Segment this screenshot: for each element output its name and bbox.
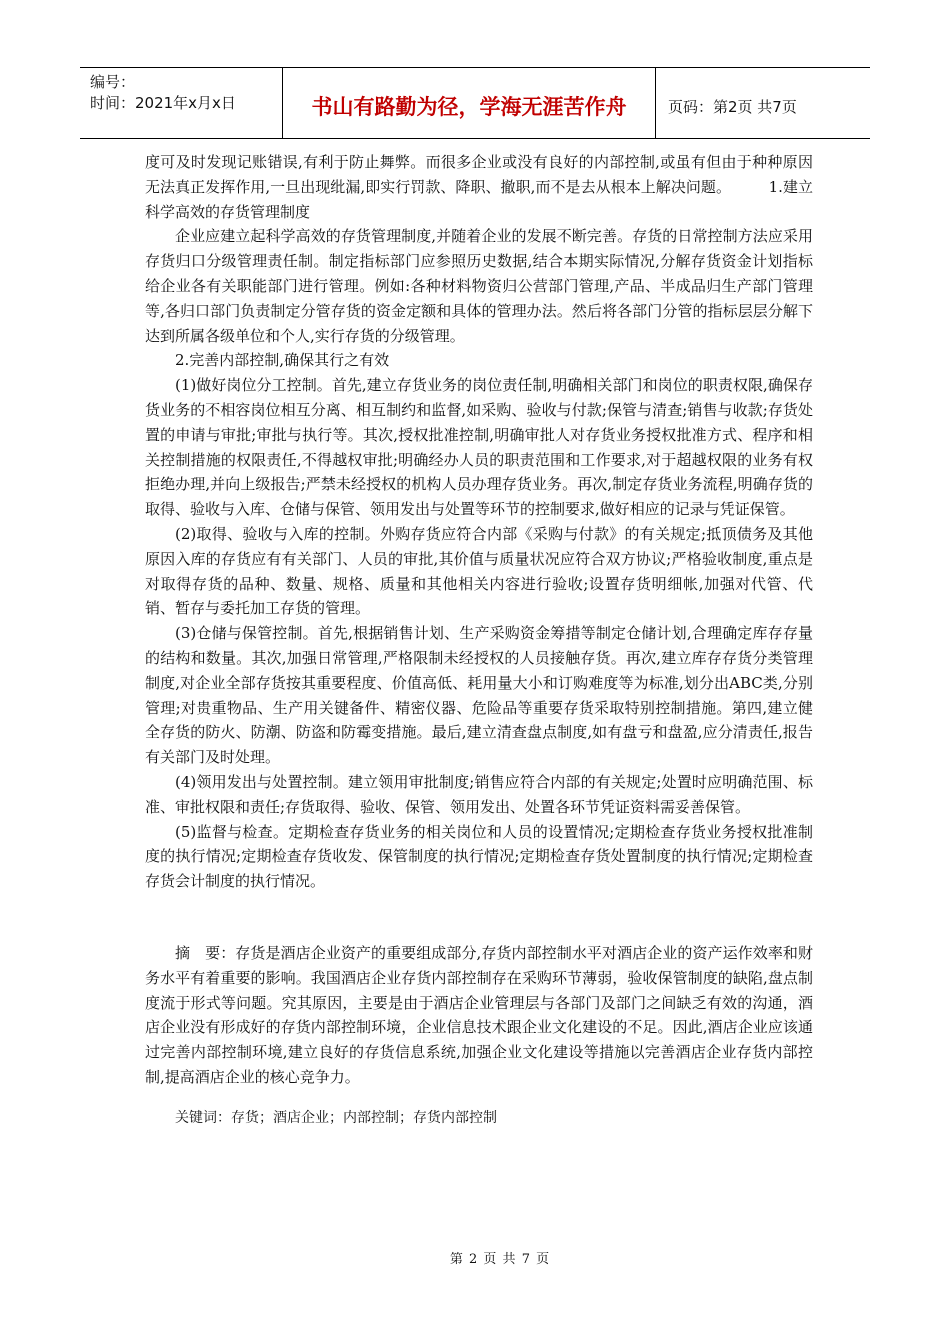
section-heading: 2.完善内部控制,确保其行之有效 (175, 351, 390, 370)
paragraph: 度可及时发现记账错误,有利于防止舞弊。而很多企业或没有良好的内部控制,或虽有但由于种种原因无法真正发挥作用,一旦出现纰漏,即实行罚款、降职、撤职,而不是去从根本上解决问题。 1.建立科学高效的存货管理制度 (145, 153, 813, 221)
paragraph: (5)监督与检查。定期检查存货业务的相关岗位和人员的设置情况;定期检查存货业务授权批准制度的执行情况;定期检查存货收发、保管制度的执行情况;定期检查存货处置制度的执行情况;定期检查存货会计制度的执行情况。 (145, 822, 813, 891)
paragraph: (4)领用发出与处置控制。建立领用审批制度;销售应符合内部的有关规定;处置时应明确范围、标准、审批权限和责任;存货取得、验收、保管、领用发出、处置各环节凭证资料需妥善保管。 (145, 772, 813, 816)
paragraph: (2)取得、验收与入库的控制。外购存货应符合内部《采购与付款》的有关规定;抵顶债务及其他原因入库的存货应有有关部门、人员的审批,其价值与质量状况应符合双方协议;严格验收制度,重点是对取得存货的品种、数量、规格、质量和其他相关内容进行验收;设置存货明细帐,加强对代管、代销、暂存与委托加工存货的管理。 (145, 524, 813, 618)
abstract: 摘 要：存货是酒店企业资产的重要组成部分,存货内部控制水平对酒店企业的资产运作效率和财务水平有着重要的影响。我国酒店企业存货内部控制存在采购环节薄弱，验收保管制度的缺陷,盘点制度流于形式等问题。究其原因，主要是由于酒店企业管理层与各部门及部门之间缺乏有效的沟通，酒店企业没有形成好的存货内部控制环境，企业信息技术跟企业文化建设的不足。因此,酒店企业应该通过完善内部控制环境,建立良好的存货信息系统,加强企业文化建设等措施以完善酒店企业存货内部控制,提高酒店企业的核心竞争力。 (145, 943, 813, 1086)
paragraph: (3)仓储与保管控制。首先,根据销售计划、生产采购资金筹措等制定仓储计划,合理确定库存存量的结构和数量。其次,加强日常管理,严格限制未经授权的人员接触存货。再次,建立库存存货分类管理制度,对企业全部存货按其重要程度、价值高低、耗用量大小和订购难度等为标准,划分出ABC类,分别管理;对贵重物品、生产用关键备件、精密仪器、危险品等重要存货采取特别控制措施。第四,建立健全存货的防火、防潮、防盗和防霉变措施。最后,建立清查盘点制度,如有盘亏和盘盈,应分清责任,报告有关部门及时处理。 (145, 624, 813, 767)
page-header (80, 67, 870, 139)
document-body (145, 150, 813, 1130)
document-date-label: 时间：2021年x月x日 (90, 94, 236, 112)
document-number-label: 编号： (90, 73, 136, 91)
keywords: 关键词：存货；酒店企业；内部控制；存货内部控制 (175, 1109, 497, 1126)
paragraph: 企业应建立起科学高效的存货管理制度,并随着企业的发展不断完善。存货的日常控制方法应采用存货归口分级管理责任制。制定指标部门应参照历史数据,结合本期实际情况,分解存货资金计划指标给企业各有关职能部门进行管理。例如:各种材料物资归公营部门管理,产品、半成品归生产部门管理等,各归口部门负责制定分管存货的资金定额和具体的管理办法。然后将各部门分管的指标层层分解下达到所属各级单位和个人,实行存货的分级管理。 (145, 227, 813, 345)
header-motto: 书山有路勤为径，学海无涯苦作舟 (283, 68, 656, 138)
header-page-number: 页码：第2页 共7页 (668, 97, 797, 116)
paragraph: (1)做好岗位分工控制。首先,建立存货业务的岗位责任制,明确相关部门和岗位的职责权限,确保存货业务的不相容岗位相互分离、相互制约和监督,如采购、验收与付款;保管与清查;销售与收款;存货处置的申请与审批;审批与执行等。其次,授权批准控制,明确审批人对存货业务授权批准方式、程序和相关控制措施的权限责任,不得越权审批;明确经办人员的职责范围和工作要求,对于超越权限的业务有权拒绝办理,并向上级报告;严禁未经授权的机构人员办理存货业务。再次,制定存货业务流程,明确存货的取得、验收与入库、仓储与保管、领用发出与处置等环节的控制要求,做好相应的记录与凭证保管。 (145, 376, 813, 519)
page-footer: 第 2 页 共 7 页 (449, 1252, 551, 1267)
header-meta (80, 68, 283, 138)
